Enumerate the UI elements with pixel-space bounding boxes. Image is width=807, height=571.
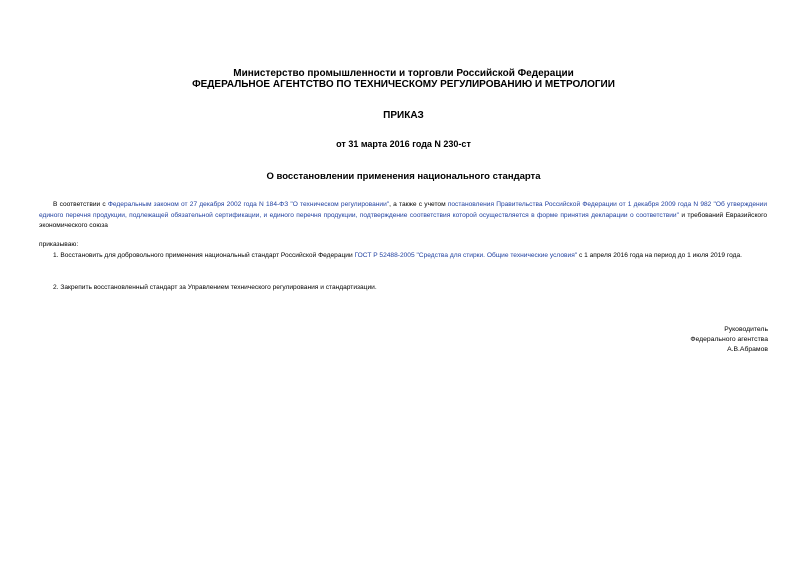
preamble-text-1: В соответствии с <box>53 201 108 208</box>
government-decree-link[interactable]: постановления Правительства Российской Федерации от 1 декабря 2009 года N 982 "Об утверждении единого перечня продукции, подлежащей обязательной сертификации, и единого перечня продукции, подтверждение соответствия которой осуществляется в форме принятия декларации о соответствии" <box>39 201 768 219</box>
ministry-name: Министерство промышленности и торговли Российской Федерации <box>233 68 574 79</box>
order-item-1-text-2: с 1 апреля 2016 года на период до 1 июля 2019 года. <box>577 252 742 259</box>
federal-law-link[interactable]: Федеральным законом от 27 декабря 2002 года N 184-ФЗ "О техническом регулировании" <box>107 201 390 208</box>
document-subject: О восстановлении применения национального стандарта <box>266 171 541 182</box>
preamble-text-2: , а также с учетом <box>389 201 448 208</box>
gost-standard-link[interactable]: ГОСТ Р 52488-2005 "Средства для стирки. Общие технические условия" <box>354 252 578 259</box>
order-item-1 <box>39 251 767 262</box>
preamble-paragraph <box>39 200 767 232</box>
document-date-number: от 31 марта 2016 года N 230-ст <box>336 139 471 149</box>
agency-name: ФЕДЕРАЛЬНОЕ АГЕНТСТВО ПО ТЕХНИЧЕСКОМУ РЕГУЛИРОВАНИЮ И МЕТРОЛОГИИ <box>192 79 615 90</box>
signature-name: А.В.Абрамов <box>727 346 768 353</box>
order-item-1-text-1: 1. Восстановить для добровольного применения национальный стандарт Российской Федерации <box>53 252 355 259</box>
signature-position: Руководитель <box>724 326 768 333</box>
order-item-2: 2. Закрепить восстановленный стандарт за Управлением технического регулирования и стандартизации. <box>53 284 377 291</box>
preamble-text-3: и требований Евразийского экономического союза <box>39 211 767 229</box>
document-title: ПРИКАЗ <box>383 110 424 121</box>
signature-org: Федерального агентства <box>690 336 768 343</box>
orders-word: приказываю: <box>39 241 79 248</box>
